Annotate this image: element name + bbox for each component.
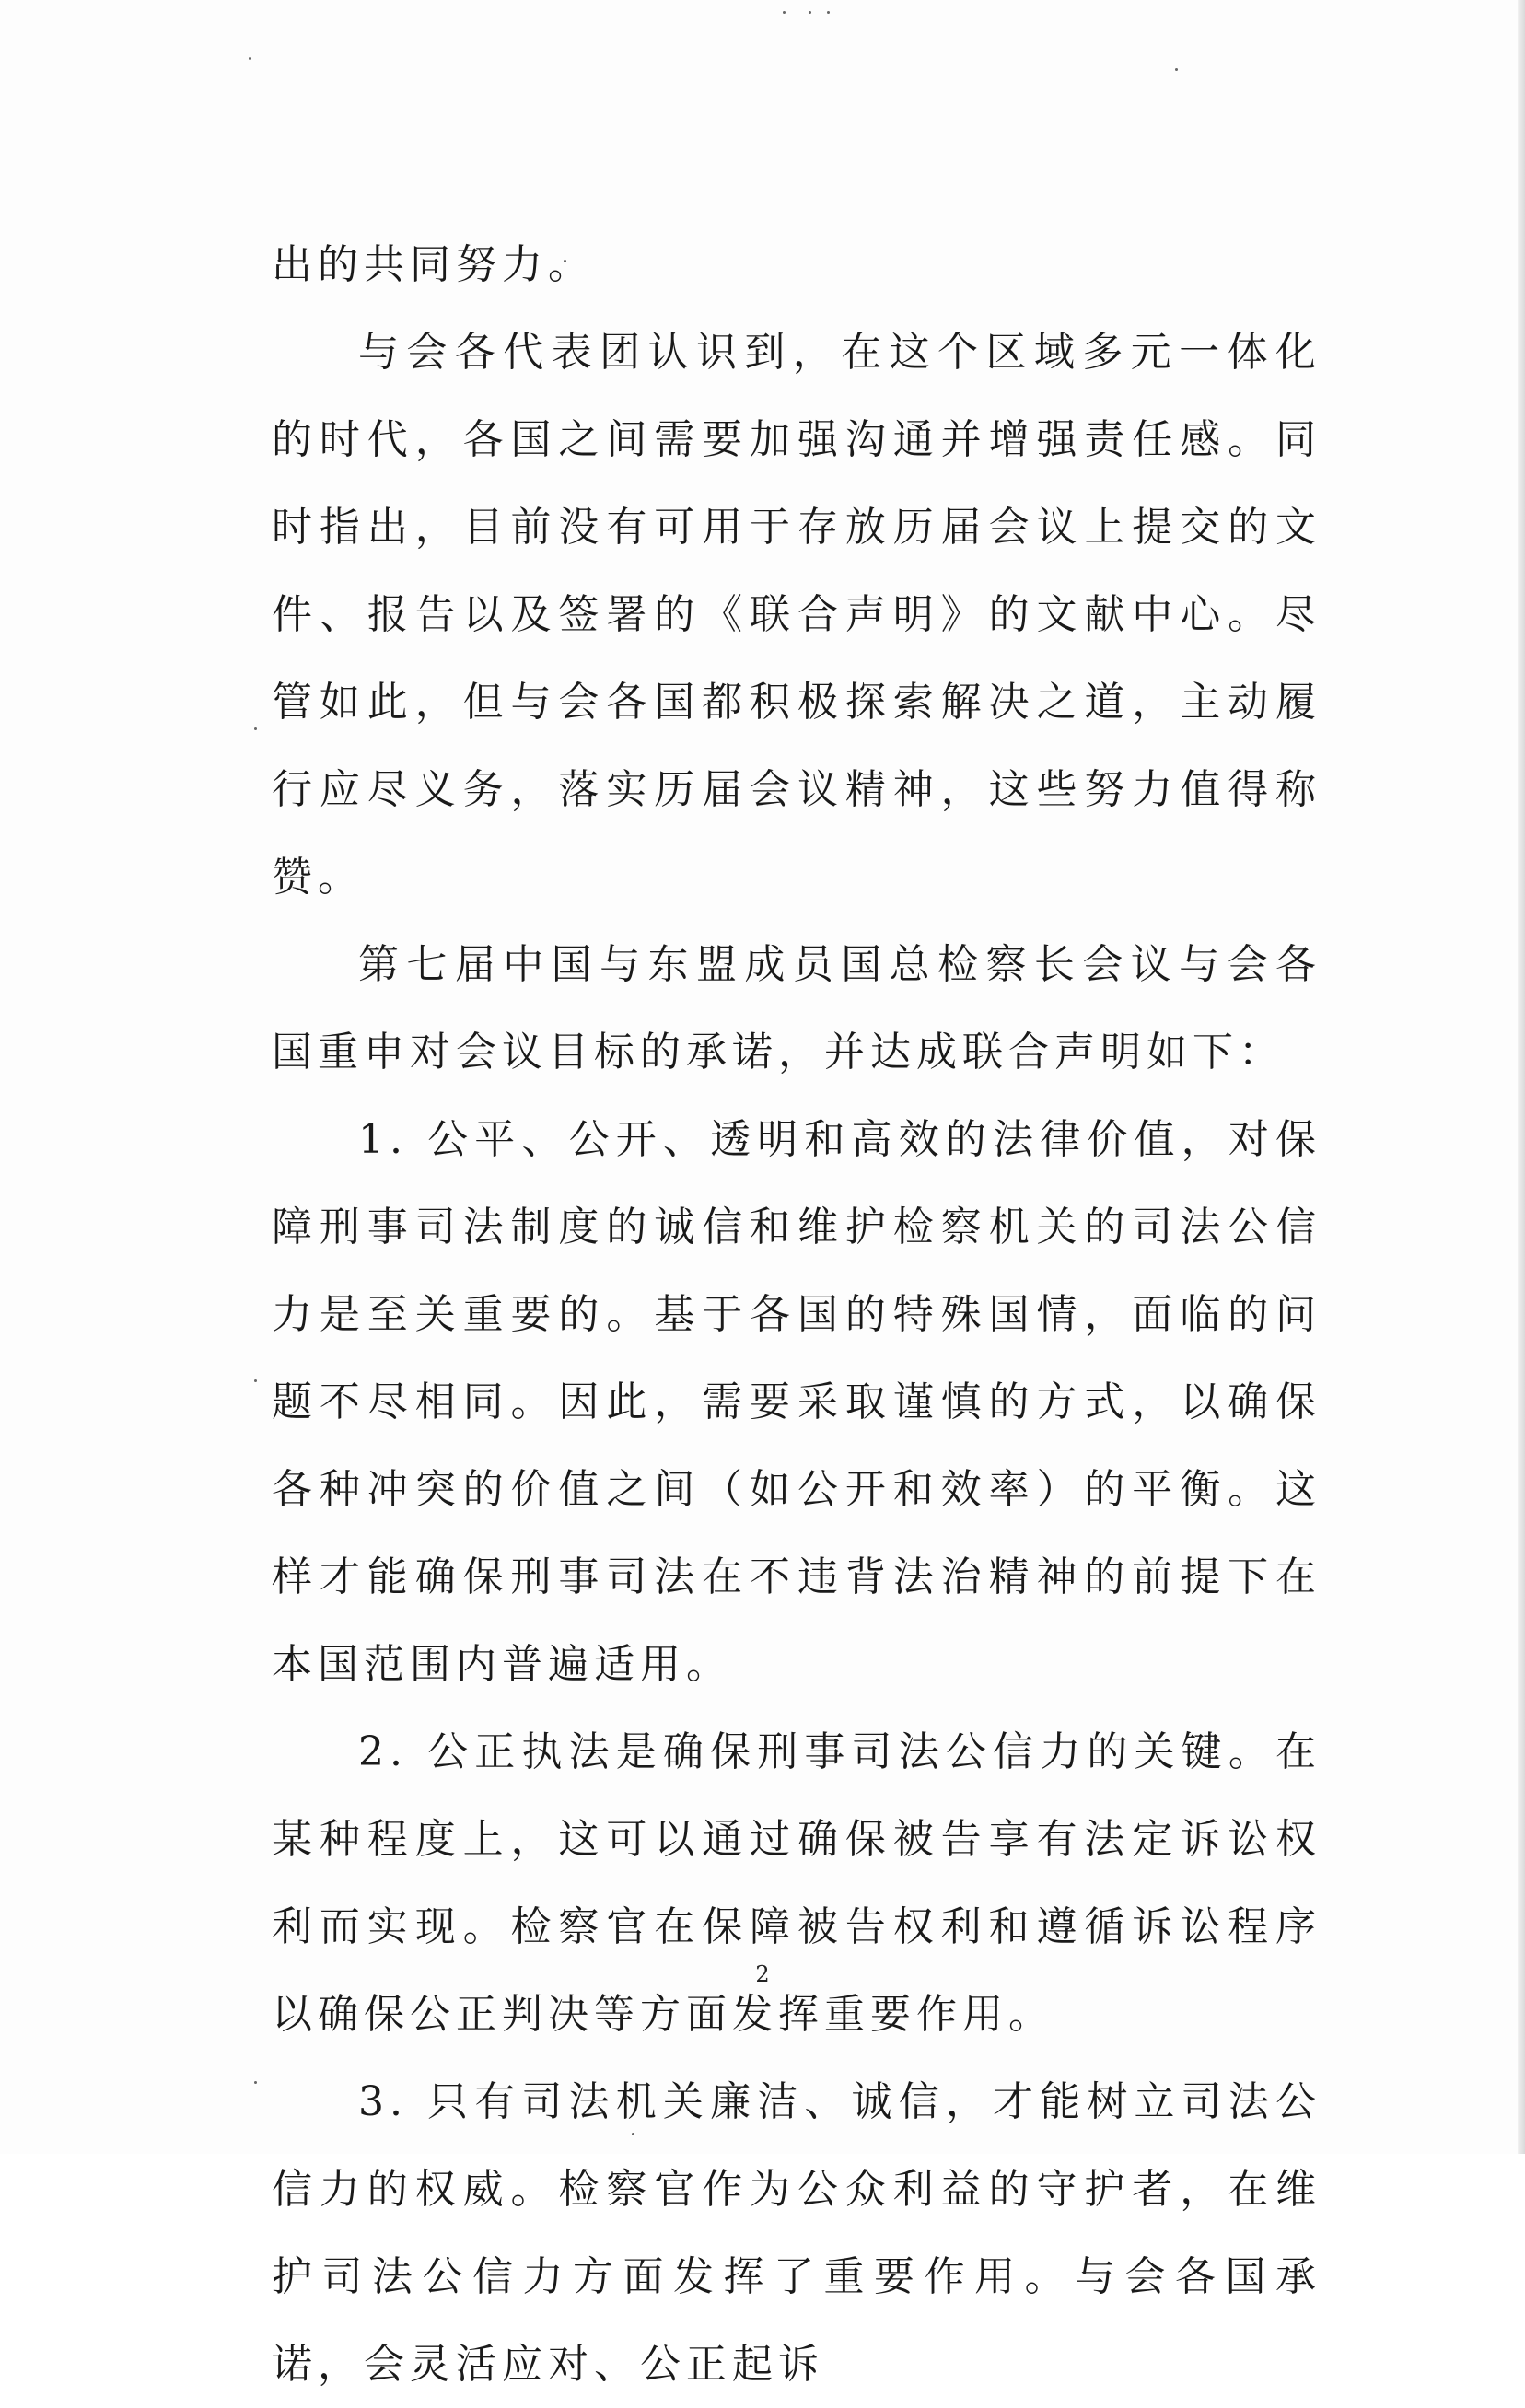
paragraph: 3. 只有司法机关廉洁、诚信，才能树立司法公信力的权威。检察官作为公众利益的守护者，在维护司法公信力方面发挥了重要作用。与会各国承诺，会灵活应对、公正起诉 [272,2078,1321,2388]
scan-speck [783,11,786,14]
page-number: 2 [755,1961,770,1987]
scan-speck [254,2081,257,2084]
paragraph: 第七届中国与东盟成员国总检察长会议与会各国重申对会议目标的承诺，并达成联合声明如下： [272,941,1321,1076]
scan-speck [1175,68,1178,71]
paragraph: 1. 公平、公开、透明和高效的法律价值，对保障刑事司法制度的诚信和维护检察机关的司法公信力是至关重要的。基于各国的特殊国情，面临的问题不尽相同。因此，需要采取谨慎的方式，以确保各种冲突的价值之间（如公开和效率）的平衡。这样才能确保刑事司法在不违背法治精神的前提下在本国范围内普遍适用。 [272,1116,1321,1688]
scan-speck [254,1379,257,1382]
scan-speck [254,727,257,730]
document-body [272,221,1321,2408]
scan-speck [827,11,830,14]
scan-edge [1518,0,1525,2154]
paragraph: 2. 公正执法是确保刑事司法公信力的关键。在某种程度上，这可以通过确保被告享有法定诉讼权利而实现。检察官在保障被告权利和遵循诉讼程序以确保公正判决等方面发挥重要作用。 [272,1728,1321,2038]
paragraph: 出的共同努力。 [272,241,594,288]
paragraph: 与会各代表团认识到，在这个区域多元一体化的时代，各国之间需要加强沟通并增强责任感。同时指出，目前没有可用于存放历届会议上提交的文件、报告以及签署的《联合声明》的文献中心。尽管如此，但与会各国都积极探索解决之道，主动履行应尽义务，落实历届会议精神，这些努力值得称赞。 [272,329,1321,901]
scan-speck [249,57,251,60]
scan-speck [809,11,811,14]
